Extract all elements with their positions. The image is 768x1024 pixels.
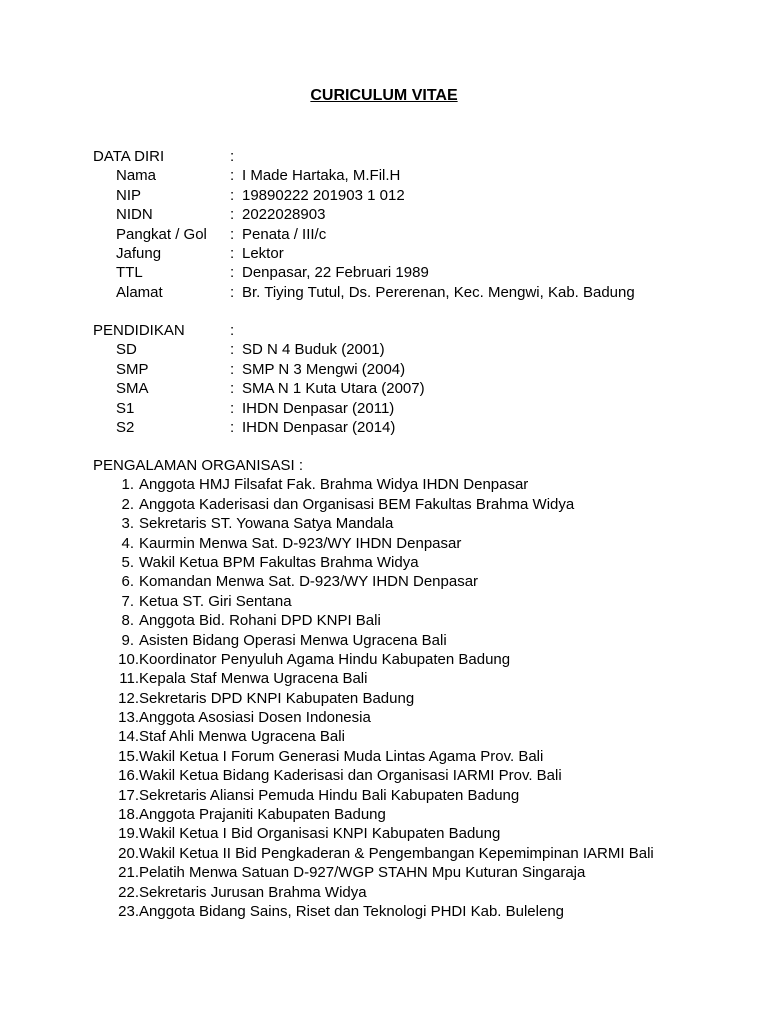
field-label: NIDN xyxy=(116,206,153,224)
data-diri-heading-row xyxy=(93,147,635,166)
list-item xyxy=(93,863,654,882)
field-value: Br. Tiying Tutul, Ds. Pererenan, Kec. Mengwi, Kab. Badung xyxy=(242,283,635,301)
list-number: 22. xyxy=(118,883,139,901)
pendidikan-heading-row xyxy=(93,321,425,340)
organisasi-section xyxy=(93,456,654,921)
field-value: SMP N 3 Mengwi (2004) xyxy=(242,360,406,378)
list-item xyxy=(93,824,654,843)
field-value: SD N 4 Buduk (2001) xyxy=(242,341,385,359)
list-text: Kepala Staf Menwa Ugracena Bali xyxy=(139,670,368,688)
field-row xyxy=(93,186,635,205)
data-diri-section xyxy=(93,147,635,302)
field-label: SMA xyxy=(116,380,149,398)
field-value: Denpasar, 22 Februari 1989 xyxy=(242,264,429,282)
field-label: S1 xyxy=(116,399,135,417)
list-item xyxy=(93,747,654,766)
colon: : xyxy=(230,283,235,301)
field-row xyxy=(93,263,635,282)
list-number: 5. xyxy=(121,553,134,571)
field-label: S2 xyxy=(116,418,135,436)
list-number: 9. xyxy=(121,631,134,649)
list-number: 18. xyxy=(118,806,139,824)
document-title: CURICULUM VITAE xyxy=(310,87,458,104)
list-number: 17. xyxy=(118,786,139,804)
list-text: Wakil Ketua I Forum Generasi Muda Lintas Agama Prov. Bali xyxy=(139,747,544,765)
list-item xyxy=(93,650,654,669)
list-item xyxy=(93,475,654,494)
colon: : xyxy=(230,341,235,359)
list-text: Sekretaris Aliansi Pemuda Hindu Bali Kabupaten Badung xyxy=(139,786,520,804)
field-value: IHDN Denpasar (2014) xyxy=(242,418,396,436)
field-row xyxy=(93,399,425,418)
colon: : xyxy=(230,167,235,185)
list-text: Komandan Menwa Sat. D-923/WY IHDN Denpasar xyxy=(139,573,479,591)
list-number: 6. xyxy=(121,573,134,591)
list-text: Koordinator Penyuluh Agama Hindu Kabupaten Badung xyxy=(139,650,511,668)
list-item xyxy=(93,611,654,630)
list-number: 16. xyxy=(118,767,139,785)
list-number: 19. xyxy=(118,825,139,843)
list-number: 20. xyxy=(118,844,139,862)
list-number: 11. xyxy=(119,670,139,688)
colon: : xyxy=(230,399,235,417)
field-label: SMP xyxy=(116,360,149,378)
field-row xyxy=(93,379,425,398)
pendidikan-section xyxy=(93,321,425,437)
field-value: IHDN Denpasar (2011) xyxy=(242,399,395,417)
field-value: Penata / III/c xyxy=(242,225,327,243)
field-label: Alamat xyxy=(116,283,163,301)
list-number: 4. xyxy=(121,534,134,552)
colon: : xyxy=(230,148,235,165)
field-label: Nama xyxy=(116,167,157,185)
field-value: 2022028903 xyxy=(242,206,326,224)
list-item xyxy=(93,495,654,514)
field-row xyxy=(93,418,425,437)
field-label: TTL xyxy=(116,264,143,282)
field-row xyxy=(93,225,635,244)
list-item xyxy=(93,708,654,727)
list-text: Asisten Bidang Operasi Menwa Ugracena Bali xyxy=(139,631,447,649)
list-item xyxy=(93,553,654,572)
colon: : xyxy=(230,186,235,204)
list-item xyxy=(93,689,654,708)
field-value: SMA N 1 Kuta Utara (2007) xyxy=(242,380,425,398)
list-number: 15. xyxy=(118,747,139,765)
colon: : xyxy=(230,244,235,262)
list-text: Pelatih Menwa Satuan D-927/WGP STAHN Mpu Kuturan Singaraja xyxy=(139,864,586,882)
colon: : xyxy=(230,264,235,282)
list-number: 21. xyxy=(118,864,139,882)
list-item xyxy=(93,631,654,650)
list-item xyxy=(93,514,654,533)
field-label: NIP xyxy=(116,186,142,204)
field-value: 19890222 201903 1 012 xyxy=(242,186,405,204)
list-item xyxy=(93,805,654,824)
field-row xyxy=(93,283,635,302)
list-item xyxy=(93,534,654,553)
colon: : xyxy=(230,418,235,436)
field-row xyxy=(93,205,635,224)
list-number: 1. xyxy=(121,476,134,494)
list-item xyxy=(93,902,654,921)
list-item xyxy=(93,669,654,688)
list-text: Anggota Bidang Sains, Riset dan Teknologi PHDI Kab. Buleleng xyxy=(139,902,565,920)
colon: : xyxy=(230,360,235,378)
list-text: Wakil Ketua I Bid Organisasi KNPI Kabupaten Badung xyxy=(139,825,501,843)
list-text: Anggota Prajaniti Kabupaten Badung xyxy=(139,806,386,824)
field-row xyxy=(93,166,635,185)
field-row xyxy=(93,340,425,359)
list-text: Anggota HMJ Filsafat Fak. Brahma Widya IHDN Denpasar xyxy=(139,476,529,494)
list-item xyxy=(93,572,654,591)
field-row xyxy=(93,244,635,263)
list-text: Ketua ST. Giri Sentana xyxy=(139,592,292,610)
list-item xyxy=(93,727,654,746)
list-item xyxy=(93,766,654,785)
list-text: Anggota Asosiasi Dosen Indonesia xyxy=(139,709,371,727)
list-number: 12. xyxy=(118,689,139,707)
list-text: Wakil Ketua II Bid Pengkaderan & Pengembangan Kepemimpinan IARMI Bali xyxy=(139,844,654,862)
list-number: 8. xyxy=(121,612,134,630)
list-number: 14. xyxy=(118,728,139,746)
field-row xyxy=(93,360,425,379)
list-number: 23. xyxy=(118,902,139,920)
list-number: 13. xyxy=(118,709,139,727)
list-number: 3. xyxy=(121,515,134,533)
list-text: Staf Ahli Menwa Ugracena Bali xyxy=(139,728,345,746)
field-label: Pangkat / Gol xyxy=(116,225,207,243)
list-item xyxy=(93,592,654,611)
colon: : xyxy=(230,380,235,398)
list-text: Wakil Ketua BPM Fakultas Brahma Widya xyxy=(139,553,419,571)
list-item xyxy=(93,786,654,805)
section-heading: DATA DIRI xyxy=(93,148,165,165)
list-text: Wakil Ketua Bidang Kaderisasi dan Organisasi IARMI Prov. Bali xyxy=(139,767,562,785)
field-value: Lektor xyxy=(242,244,284,262)
list-text: Sekretaris ST. Yowana Satya Mandala xyxy=(139,515,394,533)
list-text: Sekretaris Jurusan Brahma Widya xyxy=(139,883,367,901)
list-number: 2. xyxy=(121,495,134,513)
list-text: Kaurmin Menwa Sat. D-923/WY IHDN Denpasar xyxy=(139,534,462,552)
list-item xyxy=(93,883,654,902)
colon: : xyxy=(230,322,235,339)
list-text: Anggota Kaderisasi dan Organisasi BEM Fakultas Brahma Widya xyxy=(139,495,575,513)
list-item xyxy=(93,844,654,863)
organisasi-list xyxy=(93,475,654,921)
list-text: Anggota Bid. Rohani DPD KNPI Bali xyxy=(139,612,381,630)
list-number: 10. xyxy=(118,650,139,668)
field-label: SD xyxy=(116,341,137,359)
colon: : xyxy=(230,206,235,224)
section-heading: PENDIDIKAN xyxy=(93,322,185,339)
list-text: Sekretaris DPD KNPI Kabupaten Badung xyxy=(139,689,415,707)
colon: : xyxy=(230,225,235,243)
field-label: Jafung xyxy=(116,244,162,262)
field-value: I Made Hartaka, M.Fil.H xyxy=(242,167,401,185)
section-heading: PENGALAMAN ORGANISASI : xyxy=(93,457,304,474)
list-number: 7. xyxy=(121,592,134,610)
